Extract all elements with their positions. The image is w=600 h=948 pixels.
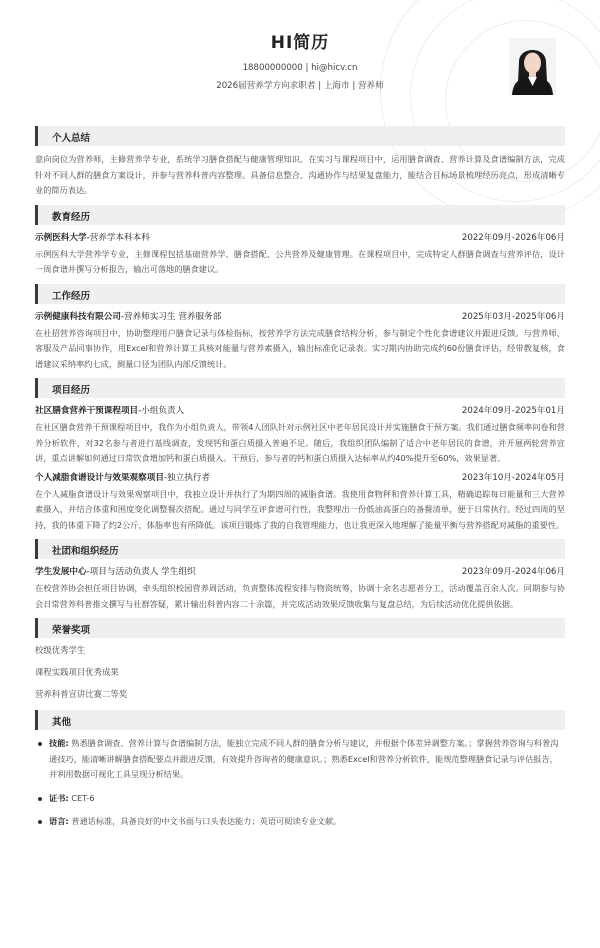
item-text: CET-6	[68, 792, 95, 803]
section-marker	[35, 539, 38, 559]
other-list	[35, 736, 565, 830]
item-label: 技能:	[49, 738, 69, 748]
avatar	[509, 38, 556, 95]
award-item: 课程实践项目优秀成果	[35, 667, 119, 677]
section-header-summary	[35, 126, 565, 146]
club-role: -项目与活动负责人 学生组织	[86, 567, 196, 577]
job-intent: 2026届营养学方向求职者 | 上海市 | 营养师	[216, 81, 384, 91]
degree: -营养学本科本科	[86, 232, 150, 243]
project-name: 个人减脂食谱设计与效果观察项目	[35, 472, 164, 483]
project-role: -小组负责人	[138, 406, 185, 416]
project-entry-header	[35, 471, 565, 483]
section-marker	[35, 378, 38, 398]
section-title: 项目经历	[52, 385, 91, 396]
education-text: 示例医科大学营养学专业，主修课程包括基础营养学、膳食搭配、公共营养及健康管理。在课程项目中，完成特定人群膳食调查与营养评估，设计一周食谱并撰写分析报告，输出可落地的膳食建议。	[35, 248, 565, 274]
section-header-education	[35, 205, 565, 225]
section-header-clubs	[35, 539, 565, 559]
contact-info: 18800000000 | hi@hicv.cn	[242, 63, 358, 73]
company-name: 示例健康科技有限公司	[35, 311, 121, 322]
section-header-other	[35, 710, 565, 730]
club-entry-header	[35, 565, 565, 577]
section-title: 社团和组织经历	[52, 546, 119, 557]
bullet-icon	[38, 742, 42, 746]
section-title: 个人总结	[52, 133, 91, 144]
list-item	[35, 791, 565, 807]
bullet-icon	[38, 820, 42, 824]
avatar-portrait	[509, 38, 556, 95]
work-text: 在社招营养咨询项目中，协助整理用户膳食记录与体检指标，按营养学方法完成膳食结构分析，参与制定个性化食谱建议并跟进反馈。与营养师、客服及产品同事协作，用Excel和营养计算工具核对能量与营养素摄入，输出标准化记录表。实习期内协助完成约60份膳食评估，经带教复核，食谱建议采纳率约七成，测量口径为团队内部反馈统计。	[35, 327, 565, 369]
list-item	[35, 736, 565, 783]
project-text: 在社区膳食营养干预课程项目中，我作为小组负责人，带领4人团队针对示例社区中老年居民设计并实施膳食干预方案。我们通过膳食频率问卷和营养分析软件，对32名参与者进行基线调查，发现钙和蛋白质摄入普遍不足。随后，我组织团队编制了适合中老年居民的食谱，并开展两轮营养宣讲，重点讲解如何通过日常饮食增加钙和蛋白质摄入。干预后，参与者的钙和蛋白质摄入达标率从约40%提升至60%，效果显著。	[35, 422, 565, 463]
club-text: 在校营养协会担任项目协调，牵头组织校园营养周活动，负责整体流程安排与物资统筹，协调十余名志愿者分工，活动覆盖百余人次。同期参与协会日常营养科普推文撰写与社群答疑，累计输出科普内容二十余篇，并完成活动效果反馈收集与复盘总结，为后续活动优化提供依据。	[35, 583, 565, 609]
candidate-name: HI简历	[270, 33, 330, 53]
resume-body	[35, 120, 565, 838]
item-text: 普通话标准，具备良好的中文书面与口头表达能力；英语可阅读专业文献。	[68, 816, 342, 826]
project-entry-header	[35, 404, 565, 416]
section-marker	[35, 126, 38, 146]
list-item	[35, 814, 565, 830]
section-marker	[35, 205, 38, 225]
section-marker	[35, 618, 38, 638]
award-item: 营养科普宣讲比赛二等奖	[35, 689, 128, 699]
work-role: -营养师实习生 营养服务部	[120, 311, 222, 322]
project-date: 2023年10月-2024年05月	[461, 472, 565, 483]
item-label: 语言:	[49, 816, 69, 826]
section-header-awards	[35, 618, 565, 638]
summary-text: 意向岗位为营养师，主修营养学专业，系统学习膳食搭配与健康管理知识。在实习与课程项目中，运用膳食调查、营养计算及食谱编制方法，完成针对不同人群的膳食方案设计，并参与营养科普内容整理。具备信息整合、沟通协作与结果复盘能力，能结合目标场景梳理经历亮点，形成清晰专业的简历表达。	[35, 154, 565, 195]
work-entry-header	[35, 310, 565, 322]
club-name: 学生发展中心	[35, 567, 87, 577]
project-role: -独立执行者	[163, 472, 210, 483]
section-title: 其他	[52, 717, 72, 728]
section-title: 教育经历	[52, 211, 91, 223]
education-date: 2022年09月-2026年06月	[461, 232, 565, 243]
item-label: 证书:	[49, 792, 69, 803]
bullet-icon	[38, 797, 42, 801]
item-text: 熟悉膳食调查、营养计算与食谱编制方法，能独立完成不同人群的膳食分析与建议，并根据个体差异调整方案。；掌握营养咨询与科普沟通技巧，能清晰讲解膳食搭配要点并跟进反馈，有效提升咨询者的健康意识。；熟悉Excel和营养分析软件，能规范整理膳食记录与评估报告，并利用数据可视化工具呈现分析结果。	[49, 738, 559, 779]
education-entry-header	[35, 231, 565, 243]
section-marker	[35, 710, 38, 730]
school-name: 示例医科大学	[35, 232, 87, 243]
club-date: 2023年09月-2024年06月	[461, 567, 565, 577]
section-title: 荣誉奖项	[52, 625, 91, 636]
section-header-projects	[35, 378, 565, 398]
work-date: 2025年03月-2025年06月	[461, 311, 565, 322]
award-item: 校级优秀学生	[35, 645, 86, 655]
section-header-work	[35, 284, 565, 304]
project-date: 2024年09月-2025年01月	[461, 406, 565, 416]
section-title: 工作经历	[52, 290, 91, 302]
project-text: 在个人减脂食谱设计与效果观察项目中，我独立设计并执行了为期四周的减脂食谱。我使用食物秤和营养计算工具，精确追踪每日能量和三大营养素摄入，并结合体重和围度变化调整餐次搭配。通过与同学互评食谱可行性，我整理出一份低油高蛋白的备餐清单，便于日常执行。经过四周的坚持，我的体重下降了约2公斤，体脂率也有所降低。该项目锻炼了我的自我管理能力，也让我更深入地理解了能量平衡与营养搭配对减脂的重要性。	[35, 488, 565, 530]
project-name: 社区膳食营养干预课程项目	[35, 406, 139, 416]
section-marker	[35, 284, 38, 304]
